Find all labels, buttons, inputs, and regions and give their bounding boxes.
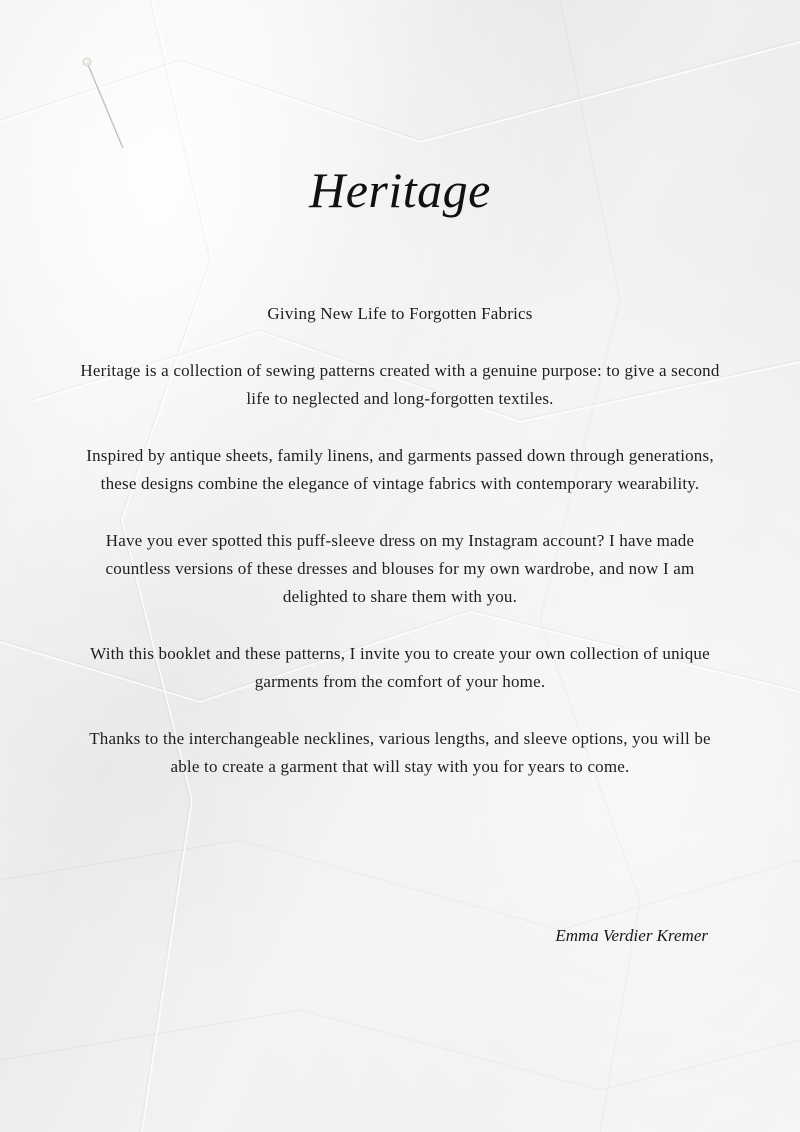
paragraph: Thanks to the interchangeable necklines, various lengths, and sleeve options, you will be able to create a garment that will stay with you for years to come.	[89, 729, 711, 776]
paragraph: With this booklet and these patterns, I invite you to create your own collection of unique garments from the comfort of your home.	[90, 644, 710, 691]
paragraph: Have you ever spotted this puff-sleeve dress on my Instagram account? I have made countless versions of these dresses and blouses for my own wardrobe, and now I am delighted to share them with you.	[105, 531, 695, 606]
sewing-pin-icon	[82, 56, 132, 152]
paragraph: Heritage is a collection of sewing patterns created with a genuine purpose: to give a second life to neglected and long-forgotten textiles.	[80, 361, 720, 408]
paragraph: Inspired by antique sheets, family linens, and garments passed down through generations, these designs combine the elegance of vintage fabrics with contemporary wearability.	[86, 446, 714, 493]
author-signature: Emma Verdier Kremer	[555, 926, 708, 945]
page-title: Heritage	[309, 162, 491, 218]
body-text	[80, 300, 720, 810]
subtitle: Giving New Life to Forgotten Fabrics	[267, 304, 533, 323]
